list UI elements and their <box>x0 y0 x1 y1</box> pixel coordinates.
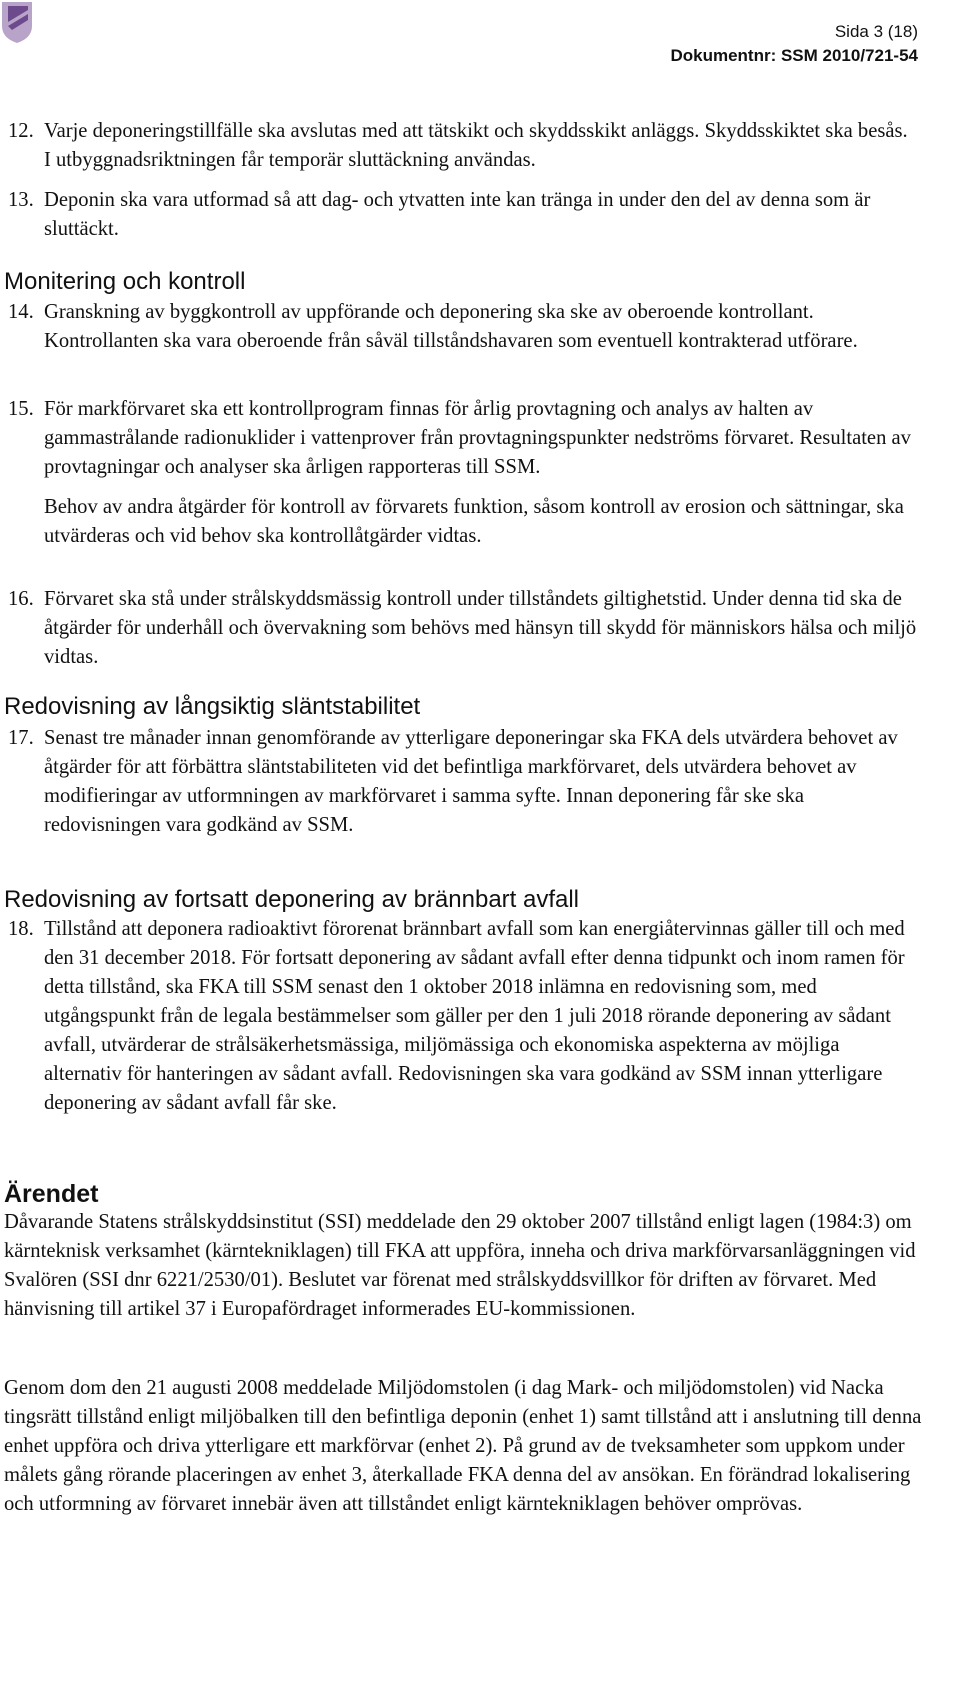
condition-text: Deponin ska vara utformad så att dag- och ytvatten inte kan tränga in under den del av denna som är sluttäckt. <box>44 189 871 240</box>
condition-text: Granskning av byggkontroll av uppförande och deponering ska ske av oberoende kontrollant. Kontrollanten ska vara oberoende från såväl tillståndshavaren som eventuell kontrakterad utförare. <box>44 301 858 352</box>
condition-13 <box>4 186 919 244</box>
condition-text: För markförvaret ska ett kontrollprogram finnas för årlig provtagning och analys av halten av gammastrålande radionuklider i vattenprover från provtagningspunkter nedströms förvaret. Resultaten av provtagningar och analyser ska årligen rapporteras till SSM. <box>44 398 911 478</box>
heading-monitoring: Monitering och kontroll <box>4 268 246 295</box>
condition-16 <box>4 585 919 672</box>
condition-text: Förvaret ska stå under strålskyddsmässig kontroll under tillståndets giltighetstid. Under denna tid ska de åtgärder för underhåll och övervakning som behövs med hänsyn till skydd för människors hälsa och miljö vidtas. <box>44 588 917 668</box>
condition-text: Senast tre månader innan genomförande av ytterligare deponeringar ska FKA dels utvärdera behovet av åtgärder för att förbättra släntstabiliteten vid det befintliga markförvaret, dels utvärdera behovet av modifieringar av utformningen av markförvaret i samma syfte. Innan deponering får ske ska redovisningen vara godkänd av SSM. <box>44 727 898 836</box>
condition-number: 12. <box>8 120 34 142</box>
condition-text: Varje deponeringstillfälle ska avslutas med att tätskikt och skyddsskikt anläggs. Skyddsskiktet ska besås. I utbyggnadsriktningen får temporär sluttäckning användas. <box>44 120 908 171</box>
condition-number: 15. <box>8 398 34 420</box>
condition-number: 17. <box>8 727 34 749</box>
condition-18 <box>4 915 919 1118</box>
condition-17 <box>4 724 919 840</box>
document-number: Dokumentnr: SSM 2010/721-54 <box>670 46 918 65</box>
condition-12 <box>4 117 919 175</box>
heading-case: Ärendet <box>4 1180 99 1208</box>
authority-logo <box>0 0 34 44</box>
heading-slope-stability: Redovisning av långsiktig släntstabilitet <box>4 693 421 720</box>
condition-text: Tillstånd att deponera radioaktivt förorenat brännbart avfall som kan energiåtervinnas gäller till och med den 31 december 2018. För fortsatt deponering av sådant avfall efter denna tidpunkt och inom ramen för detta tillstånd, ska FKA till SSM senast den 1 oktober 2018 inlämna en redovisning som, med utgångspunkt från de legala bestämmelser som gäller per den 1 juli 2018 rörande deponering av sådant avfall, utvärderar de strålsäkerhetsmässiga, miljömässiga och ekonomiska aspekterna av möjliga alternativ för hanteringen av sådant avfall. Redovisningen ska vara godkänd av SSM innan ytterligare deponering av sådant avfall får ske. <box>44 918 905 1114</box>
heading-burnable-waste: Redovisning av fortsatt deponering av brännbart avfall <box>4 886 580 913</box>
condition-number: 14. <box>8 301 34 323</box>
condition-number: 13. <box>8 189 34 211</box>
page-number: Sida 3 (18) <box>834 22 918 41</box>
case-paragraph-2: Genom dom den 21 augusti 2008 meddelade Miljödomstolen (i dag Mark- och miljödomstolen) vid Nacka tingsrätt tillstånd enligt miljöbalken till den befintliga deponin (enhet 1) samt tillstånd att i anslutning till denna enhet uppföra och driva ytterligare ett markförvar (enhet 2). På grund av de tveksamheter som uppkom under målets gång rörande placeringen av enhet 3, återkallade FKA denna del av ansökan. En förändrad lokalisering och utformning av förvaret innebär även att tillståndet enligt kärntekniklagen behöver omprövas. <box>4 1377 922 1515</box>
condition-number: 16. <box>8 588 34 610</box>
case-paragraph-1: Dåvarande Statens strålskyddsinstitut (SSI) meddelade den 29 oktober 2007 tillstånd enligt lagen (1984:3) om kärnteknisk verksamhet (kärntekniklagen) till FKA att uppföra, inneha och driva markförvarsanläggningen vid Svalören (SSI dnr 6221/2530/01). Beslutet var förenat med strålskyddsvillkor för driften av förvaret. Med hänvisning till artikel 37 i Europafördraget informerades EU-kommissionen. <box>4 1211 916 1320</box>
condition-14 <box>4 298 919 356</box>
condition-text-continued: Behov av andra åtgärder för kontroll av förvarets funktion, såsom kontroll av erosion och sättningar, ska utvärderas och vid behov ska kontrollåtgärder vidtas. <box>44 496 904 547</box>
condition-number: 18. <box>8 918 34 940</box>
condition-15 <box>4 395 919 551</box>
